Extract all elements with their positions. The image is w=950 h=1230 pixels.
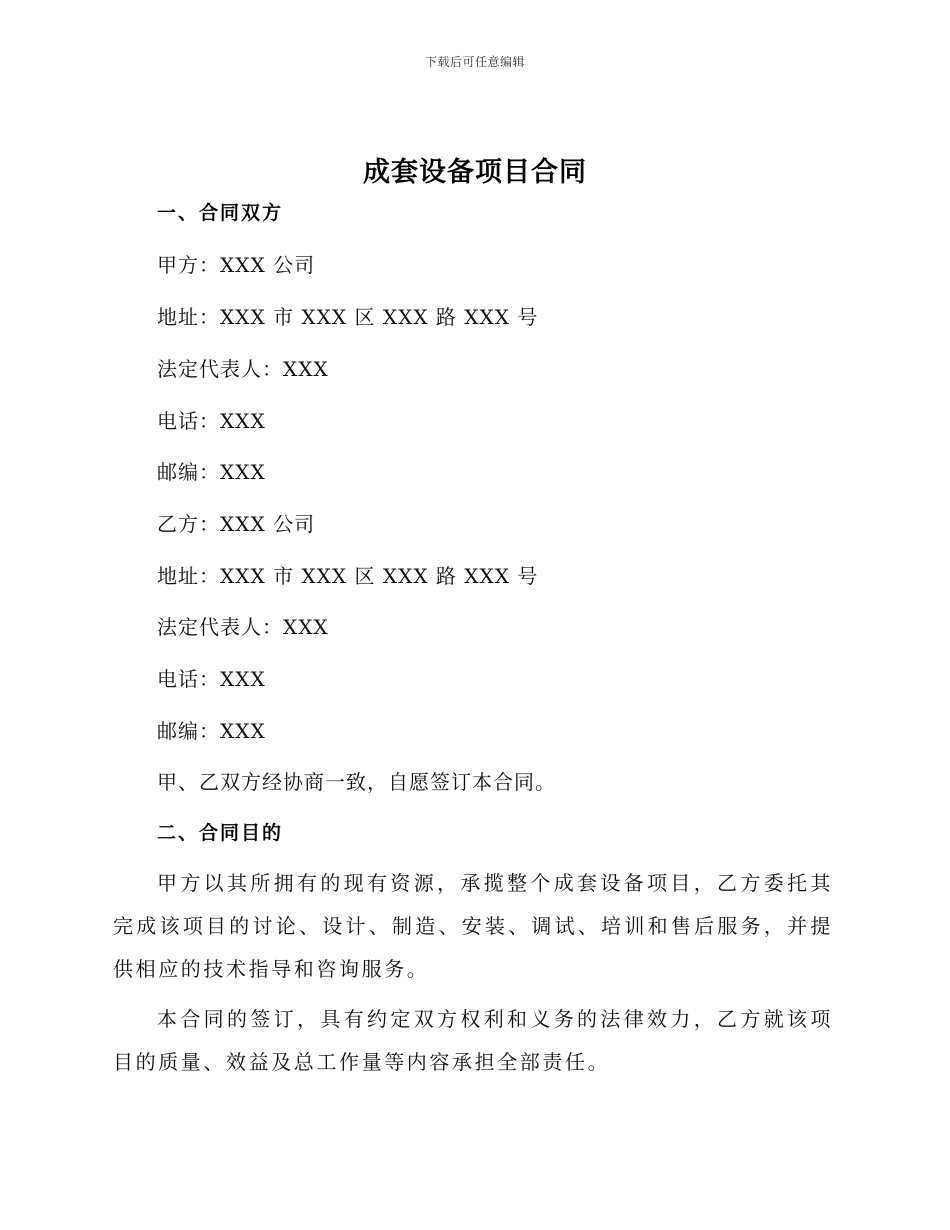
- purpose-paragraph-1: 甲方以其所拥有的现有资源，承揽整个成套设备项目，乙方委托其完成该项目的讨论、设计、制造、安装、调试、培训和售后服务，并提供相应的技术指导和咨询服务。: [113, 871, 833, 981]
- section-heading-parties: 一、合同双方: [157, 202, 284, 224]
- header-note: 下载后可任意编辑: [424, 55, 525, 69]
- agreement-statement: 甲、乙双方经协商一致，自愿签订本合同。: [157, 770, 556, 794]
- party-b-phone: 电话：XXX: [157, 667, 266, 691]
- purpose-paragraph-2: 本合同的签订，具有约定双方权利和义务的法律效力，乙方就该项目的质量、效益及总工作量等内容承担全部责任。: [113, 1007, 833, 1074]
- party-b-postcode: 邮编：XXX: [157, 719, 266, 743]
- party-a-representative: 法定代表人：XXX: [157, 357, 329, 381]
- party-a-address: 地址：XXX 市 XXX 区 XXX 路 XXX 号: [157, 305, 539, 329]
- party-b-address: 地址：XXX 市 XXX 区 XXX 路 XXX 号: [157, 564, 539, 588]
- party-a-phone: 电话：XXX: [157, 409, 266, 433]
- party-a-postcode: 邮编：XXX: [157, 460, 266, 484]
- party-b-name: 乙方：XXX 公司: [157, 512, 316, 536]
- document-title: 成套设备项目合同: [363, 157, 587, 188]
- party-b-representative: 法定代表人：XXX: [157, 615, 329, 639]
- section-heading-purpose: 二、合同目的: [157, 822, 284, 844]
- party-a-name: 甲方：XXX 公司: [157, 253, 316, 277]
